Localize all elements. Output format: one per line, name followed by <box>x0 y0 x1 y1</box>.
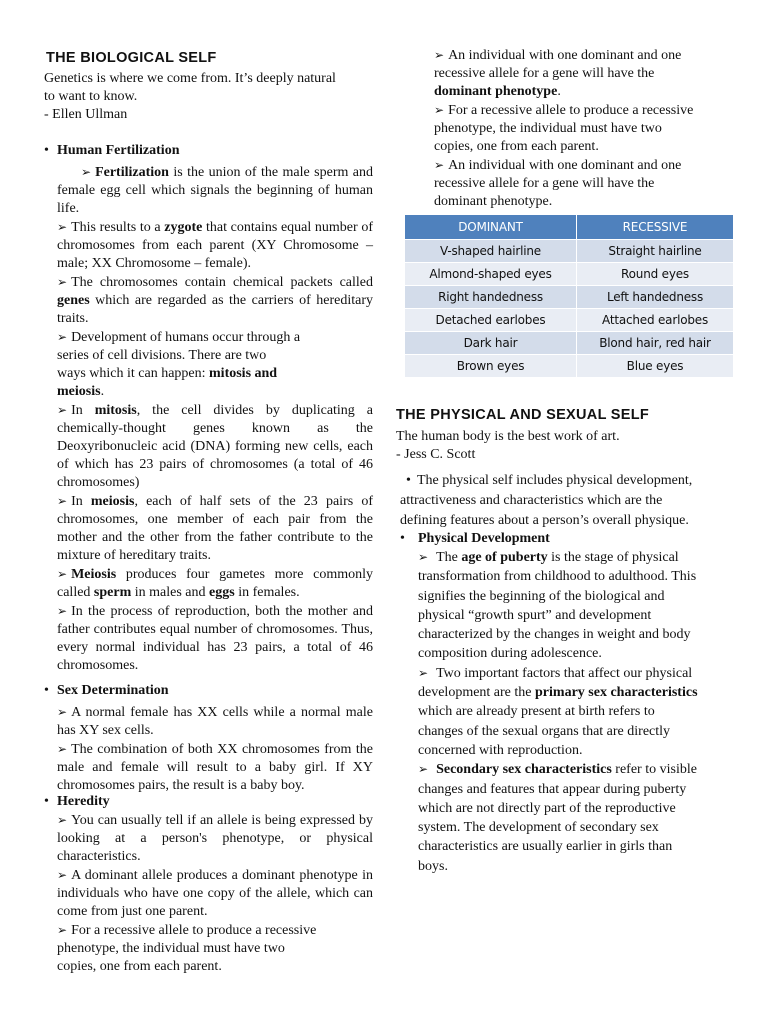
arrow-bullet-icon: ➢ <box>57 813 68 827</box>
arrow-bullet-icon: ➢ <box>57 742 68 756</box>
arrow-bullet-icon: ➢ <box>57 604 68 618</box>
arrow-bullet-icon: ➢ <box>57 330 68 344</box>
table-cell: Straight hairline <box>577 240 734 263</box>
paragraph: ➢ The chromosomes contain chemical packets called genes which are regarded as the carriers of hereditary traits. <box>57 275 373 326</box>
paragraph: ➢ Meiosis produces four gametes more commonly called sperm in males and eggs in females. <box>57 567 373 600</box>
paragraph: ➢ A dominant allele produces a dominant phenotype in individuals who have one copy of the allele, which can come from just one parent. <box>57 868 373 919</box>
heading-heredity: • Heredity <box>44 794 110 809</box>
arrow-bullet-icon: ➢ <box>57 923 68 937</box>
table-cell: V-shaped hairline <box>405 240 577 263</box>
arrow-bullet-icon: ➢ <box>57 220 68 234</box>
physical-self-bullet: • The physical self includes physical development, attractiveness and characteristics which are the defining features about a person’s overall physique. <box>400 473 693 528</box>
paragraph: ➢ Fertilization is the union of the male sperm and female egg cell which signals the beginning of human life. <box>57 165 373 216</box>
arrow-bullet-icon: ➢ <box>434 103 445 117</box>
biological-quote: Genetics is where we come from. It’s deeply natural to want to know. - Ellen Ullman <box>44 71 336 122</box>
arrow-bullet-icon: ➢ <box>57 275 68 289</box>
paragraph: ➢ A normal female has XX cells while a normal male has XY sex cells. <box>57 705 373 738</box>
paragraph: ➢ Secondary sex characteristics refer to visible changes and features that appear during puberty which are not directly part of the reproductive system. The development of secondary sex characteristics are usually earlier in girls than boys. <box>418 762 697 874</box>
arrow-bullet-icon: ➢ <box>81 165 92 179</box>
paragraph: ➢ For a recessive allele to produce a recessive phenotype, the individual must have two copies, one from each parent. <box>434 103 694 154</box>
heading-sex-determination: • Sex Determination <box>44 683 169 698</box>
heading-physical-development: • Physical Development <box>400 531 550 546</box>
table-row <box>405 263 734 286</box>
table-cell: Left handedness <box>577 286 734 309</box>
arrow-bullet-icon: ➢ <box>418 762 429 777</box>
paragraph: ➢ The combination of both XX chromosomes from the male and female will result to a baby girl. If XY chromosomes pairs, the result is a baby boy. <box>57 742 373 793</box>
table-cell: Dark hair <box>405 332 577 355</box>
paragraph: ➢ In mitosis, the cell divides by duplicating a chemically-thought genes known as the Deoxyribonucleic acid (DNA) forming new cells, each of which has 23 pairs of chromosomes (a total of 46 chromosomes) <box>57 403 373 490</box>
human-fertilization-body <box>57 163 373 675</box>
table-cell: Almond-shaped eyes <box>405 263 577 286</box>
table-cell: Round eyes <box>577 263 734 286</box>
paragraph: ➢ The age of puberty is the stage of physical transformation from childhood to adulthood. This signifies the beginning of the biological and physical “growth spurt” and development characterized by the changes in weight and body composition during adolescence. <box>418 550 697 662</box>
table-row <box>405 286 734 309</box>
table-row <box>405 355 734 378</box>
table-cell: Blue eyes <box>577 355 734 378</box>
paragraph: ➢ Development of humans occur through a series of cell divisions. There are two ways which it can happen: mitosis and meiosis. <box>57 330 301 399</box>
arrow-bullet-icon: ➢ <box>57 705 68 719</box>
arrow-bullet-icon: ➢ <box>418 665 429 680</box>
paragraph: ➢ An individual with one dominant and one recessive allele for a gene will have the dominant phenotype. <box>434 48 682 99</box>
table-header-dominant: DOMINANT <box>405 215 577 240</box>
section-title-biological-self: THE BIOLOGICAL SELF <box>46 50 217 66</box>
section-title-physical-sexual-self: THE PHYSICAL AND SEXUAL SELF <box>396 407 650 423</box>
physical-quote: The human body is the best work of art. - Jess C. Scott <box>396 429 620 462</box>
paragraph: ➢ You can usually tell if an allele is being expressed by looking at a person's phenotype, or physical characteristics. <box>57 813 373 864</box>
arrow-bullet-icon: ➢ <box>57 403 68 417</box>
paragraph: ➢ An individual with one dominant and one recessive allele for a gene will have the dominant phenotype. <box>434 158 682 209</box>
paragraph: ➢ In the process of reproduction, both the mother and father contributes equal number of chromosomes. Thus, every normal individual has 23 pairs, a total of 46 chromosomes. <box>57 604 373 673</box>
dominant-recessive-table <box>404 214 734 378</box>
paragraph: ➢ Two important factors that affect our physical development are the primary sex characteristics which are already present at birth refers to changes of the sexual organs that are directly concerned with reproduction. <box>418 665 698 758</box>
table-row <box>405 309 734 332</box>
physical-development-body <box>418 548 736 876</box>
table-cell: Brown eyes <box>405 355 577 378</box>
arrow-bullet-icon: ➢ <box>57 868 68 882</box>
arrow-bullet-icon: ➢ <box>57 494 68 508</box>
table-row <box>405 240 734 263</box>
table-cell: Attached earlobes <box>577 309 734 332</box>
heading-human-fertilization: • Human Fertilization <box>44 143 180 158</box>
heredity-body <box>57 811 373 976</box>
paragraph: ➢ In meiosis, each of half sets of the 23 pairs of chromosomes, one member of each pair from the mother and the other from the father contribute to the mixture of hereditary traits. <box>57 494 373 563</box>
table-cell: Right handedness <box>405 286 577 309</box>
table-header-row <box>405 215 734 240</box>
paragraph: ➢ This results to a zygote that contains equal number of chromosomes from each parent (XY Chromosome – male; XX Chromosome – female). <box>57 220 373 271</box>
sex-determination-body <box>57 703 373 795</box>
allele-notes <box>434 46 734 211</box>
paragraph: ➢ For a recessive allele to produce a recessive phenotype, the individual must have two copies, one from each parent. <box>57 923 317 974</box>
arrow-bullet-icon: ➢ <box>434 48 445 62</box>
arrow-bullet-icon: ➢ <box>418 550 429 564</box>
arrow-bullet-icon: ➢ <box>57 567 68 581</box>
table-cell: Detached earlobes <box>405 309 577 332</box>
table-row <box>405 332 734 355</box>
table-header-recessive: RECESSIVE <box>577 215 734 240</box>
table-cell: Blond hair, red hair <box>577 332 734 355</box>
arrow-bullet-icon: ➢ <box>434 158 445 172</box>
